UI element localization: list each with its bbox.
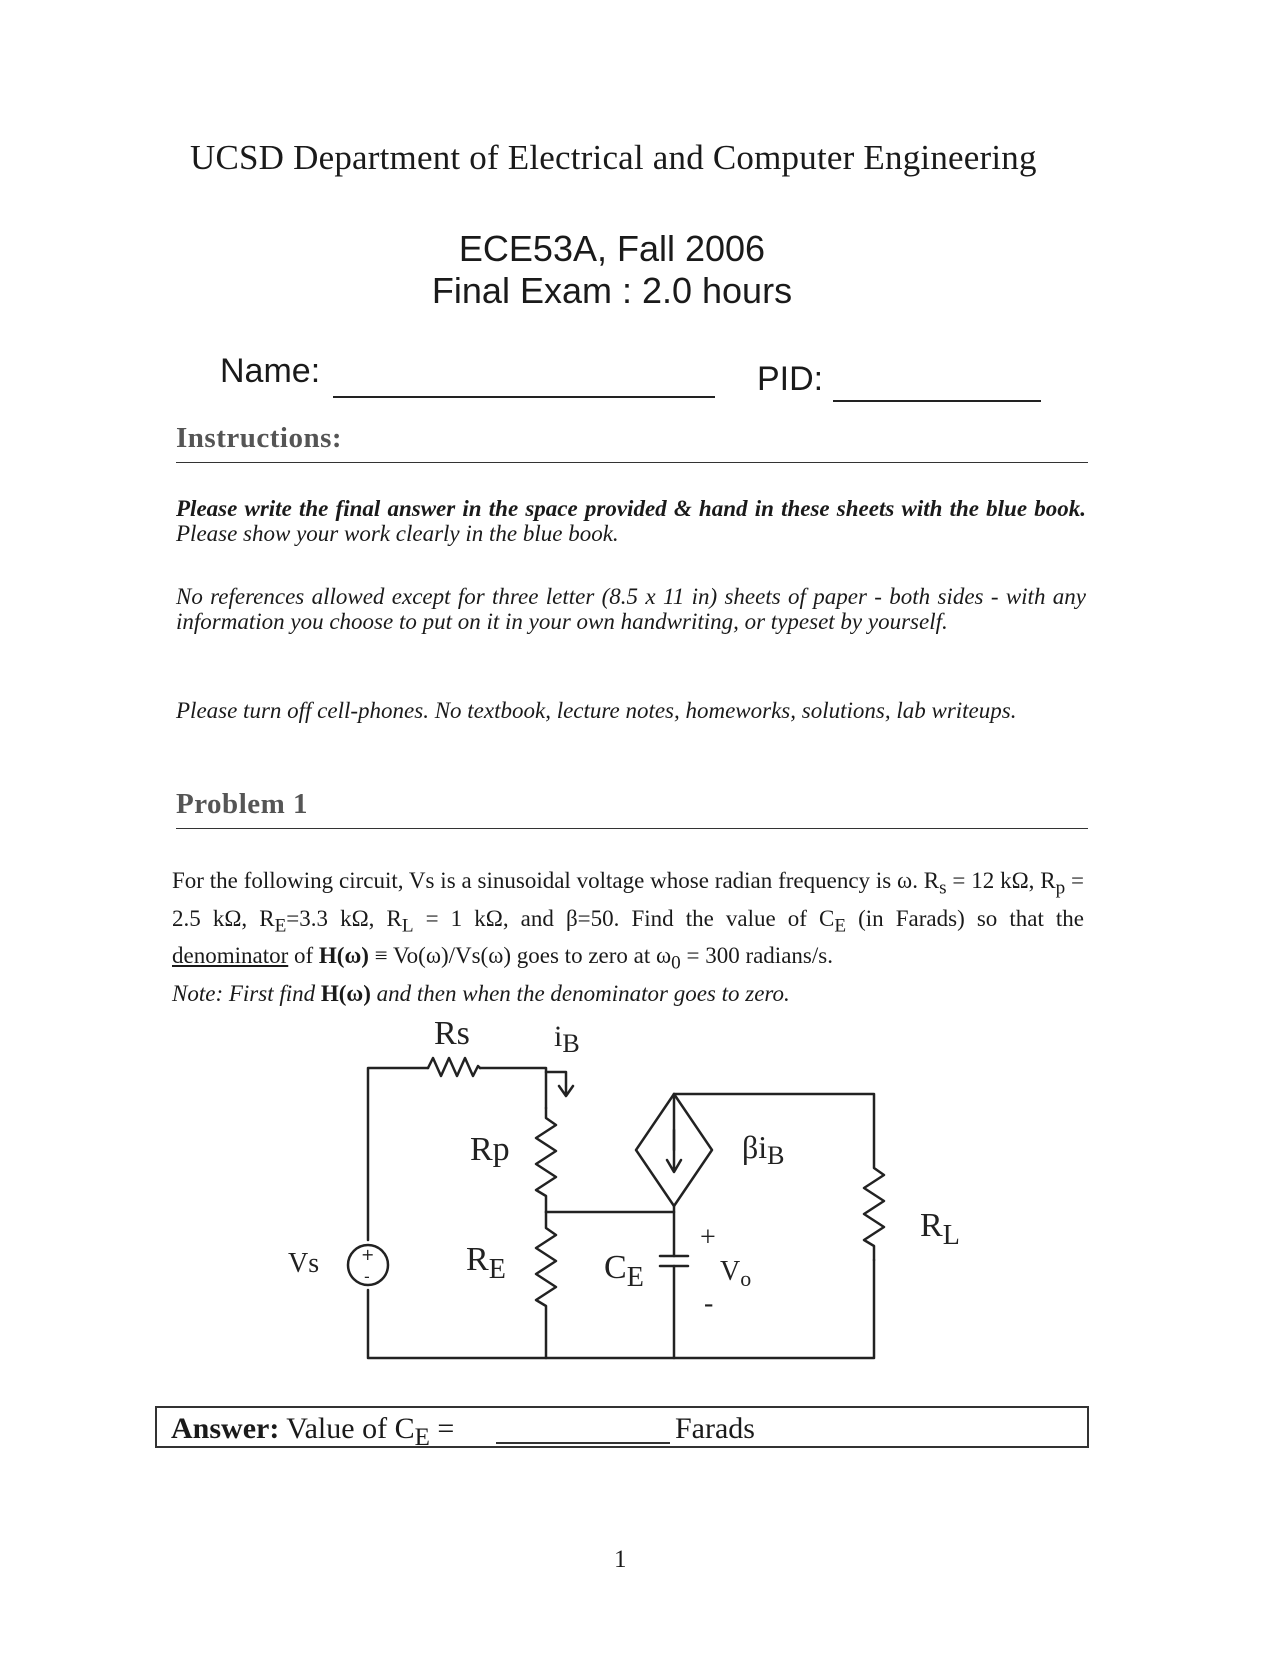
- label-re-main: R: [466, 1241, 489, 1278]
- answer-label: Answer:: [171, 1412, 280, 1445]
- label-ce-main: C: [604, 1249, 627, 1286]
- label-ib: [554, 1020, 580, 1058]
- label-vs: Vs: [288, 1248, 320, 1279]
- label-beta-ib: [742, 1129, 785, 1170]
- note-transfer-function: H(ω): [320, 980, 371, 1006]
- rs-subscript: s: [939, 877, 947, 899]
- page-number: 1: [614, 1546, 627, 1573]
- prob-text-e: = 1 kΩ, and β=50. Find the value of C: [413, 905, 835, 931]
- resistor-re: [536, 1212, 556, 1358]
- prob-text-c: = 2.5 kΩ, R: [172, 868, 1084, 931]
- resistor-rs: [428, 1058, 480, 1076]
- note-text-a: Note: First find: [172, 980, 321, 1006]
- answer-box: [155, 1406, 1089, 1451]
- vs-plus-sign: +: [361, 1245, 375, 1264]
- label-rl: [920, 1207, 960, 1251]
- ib-arrow: [546, 1072, 573, 1096]
- instructions-paragraph-2: No references allowed except for three letter (8.5 x 11 in) sheets of paper - both sides - with any information you choose to put on it in your own handwriting, or typeset by yourself.: [176, 584, 1086, 634]
- label-ib-sub: B: [562, 1029, 580, 1058]
- label-beta-main: βi: [742, 1129, 768, 1165]
- wire-left: [368, 1068, 428, 1240]
- answer-field[interactable]: [496, 1442, 670, 1444]
- note-text-b: and then when the denominator goes to zero.: [370, 980, 790, 1006]
- source-arrow: [667, 1130, 681, 1172]
- label-beta-sub: B: [767, 1141, 785, 1170]
- name-label: Name:: [220, 352, 321, 390]
- rl-subscript: L: [401, 915, 414, 937]
- answer-prompt: [171, 1412, 454, 1452]
- problem-heading: Problem 1: [176, 788, 309, 820]
- label-vo-plus: +: [700, 1222, 716, 1253]
- vs-minus-sign: -: [364, 1267, 370, 1286]
- resistor-rp: [536, 1108, 556, 1212]
- answer-unit: Farads: [675, 1412, 755, 1445]
- label-re: [466, 1241, 506, 1285]
- answer-text: Value of C: [279, 1412, 415, 1445]
- label-vo-main: V: [720, 1256, 741, 1287]
- instructions-paragraph-3: Please turn off cell-phones. No textbook, lecture notes, homeworks, solutions, lab writeups.: [176, 698, 1017, 723]
- prob-text-g: of: [288, 943, 319, 969]
- prob-text-i: = 300 radians/s.: [680, 943, 833, 969]
- label-vo: [720, 1256, 751, 1291]
- label-ib-main: i: [554, 1020, 563, 1053]
- label-rp: Rp: [470, 1131, 510, 1168]
- department-title: UCSD Department of Electrical and Computer Engineering: [190, 138, 1037, 177]
- label-vo-sub: o: [740, 1266, 752, 1291]
- capacitor-ce: [660, 1256, 688, 1266]
- answer-equals: =: [429, 1412, 455, 1445]
- instructions-para1-rest: Please show your work clearly in the blue book.: [176, 521, 619, 546]
- re-subscript: E: [274, 915, 287, 937]
- ce-subscript: E: [834, 915, 847, 937]
- label-ce-sub: E: [626, 1262, 644, 1293]
- denominator-word: denominator: [172, 943, 289, 969]
- instructions-emphasis: Please write the final answer in the space provided & hand in these sheets with the blue book.: [176, 496, 1086, 521]
- prob-text-a: For the following circuit, Vs is a sinusoidal voltage whose radian frequency is ω. R: [172, 868, 940, 893]
- prob-text-b: = 12 kΩ, R: [946, 868, 1056, 893]
- prob-text-f: (in Farads) so that the: [846, 905, 1085, 931]
- rp-subscript: p: [1055, 877, 1066, 899]
- label-re-sub: E: [488, 1254, 506, 1285]
- prob-text-d: =3.3 kΩ, R: [286, 905, 402, 931]
- instructions-heading: Instructions:: [176, 422, 343, 454]
- answer-ce-subscript: E: [414, 1424, 430, 1451]
- wire-top: [480, 1068, 546, 1108]
- prob-text-h: ≡ Vo(ω)/Vs(ω) goes to zero at ω: [368, 943, 672, 969]
- label-ce: [604, 1249, 644, 1293]
- course-title: ECE53A, Fall 2006: [458, 228, 766, 269]
- label-rl-sub: L: [942, 1220, 960, 1251]
- pid-label: PID:: [757, 360, 824, 398]
- label-rl-main: R: [920, 1207, 943, 1244]
- transfer-function: H(ω): [318, 943, 369, 969]
- label-vo-minus: -: [704, 1288, 714, 1319]
- omega-subscript: 0: [671, 952, 681, 974]
- label-rs: Rs: [434, 1015, 470, 1052]
- exam-duration: Final Exam : 2.0 hours: [431, 270, 793, 311]
